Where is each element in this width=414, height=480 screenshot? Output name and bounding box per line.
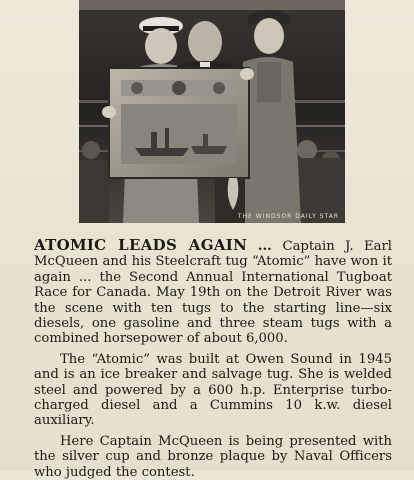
lead-paragraph [34, 238, 392, 347]
paragraph-3: Here Captain McQueen is being presented with the silver cup and bronze plaque by Naval Officers who judged the contest. [34, 433, 392, 480]
headline: ATOMIC LEADS AGAIN [34, 236, 248, 254]
article-body [34, 238, 392, 480]
lead-text: Captain J. Earl McQueen and his Steelcraft tug “Atomic” have won it again ... the Second Annual International Tugboat Race for Canada. May 19th on the Detroit River was the scene with ten tugs to the starting line—six diesels, one gasoline and three steam tugs with a combined horsepower of about 6,000. [34, 239, 392, 347]
photo-presentation-icon [79, 0, 345, 223]
news-photo [79, 0, 345, 223]
headline-ellipsis: ... [247, 239, 283, 254]
photo-credit: THE WINDSOR DAILY STAR [237, 213, 339, 220]
paragraph-2: The “Atomic” was built at Owen Sound in 1945 and is an ice breaker and salvage tug. She is welded steel and powered by a 600 h.p. Enterprise turbo-charged diesel and a Cummins 10 k.w. diesel auxiliary. [34, 351, 392, 429]
